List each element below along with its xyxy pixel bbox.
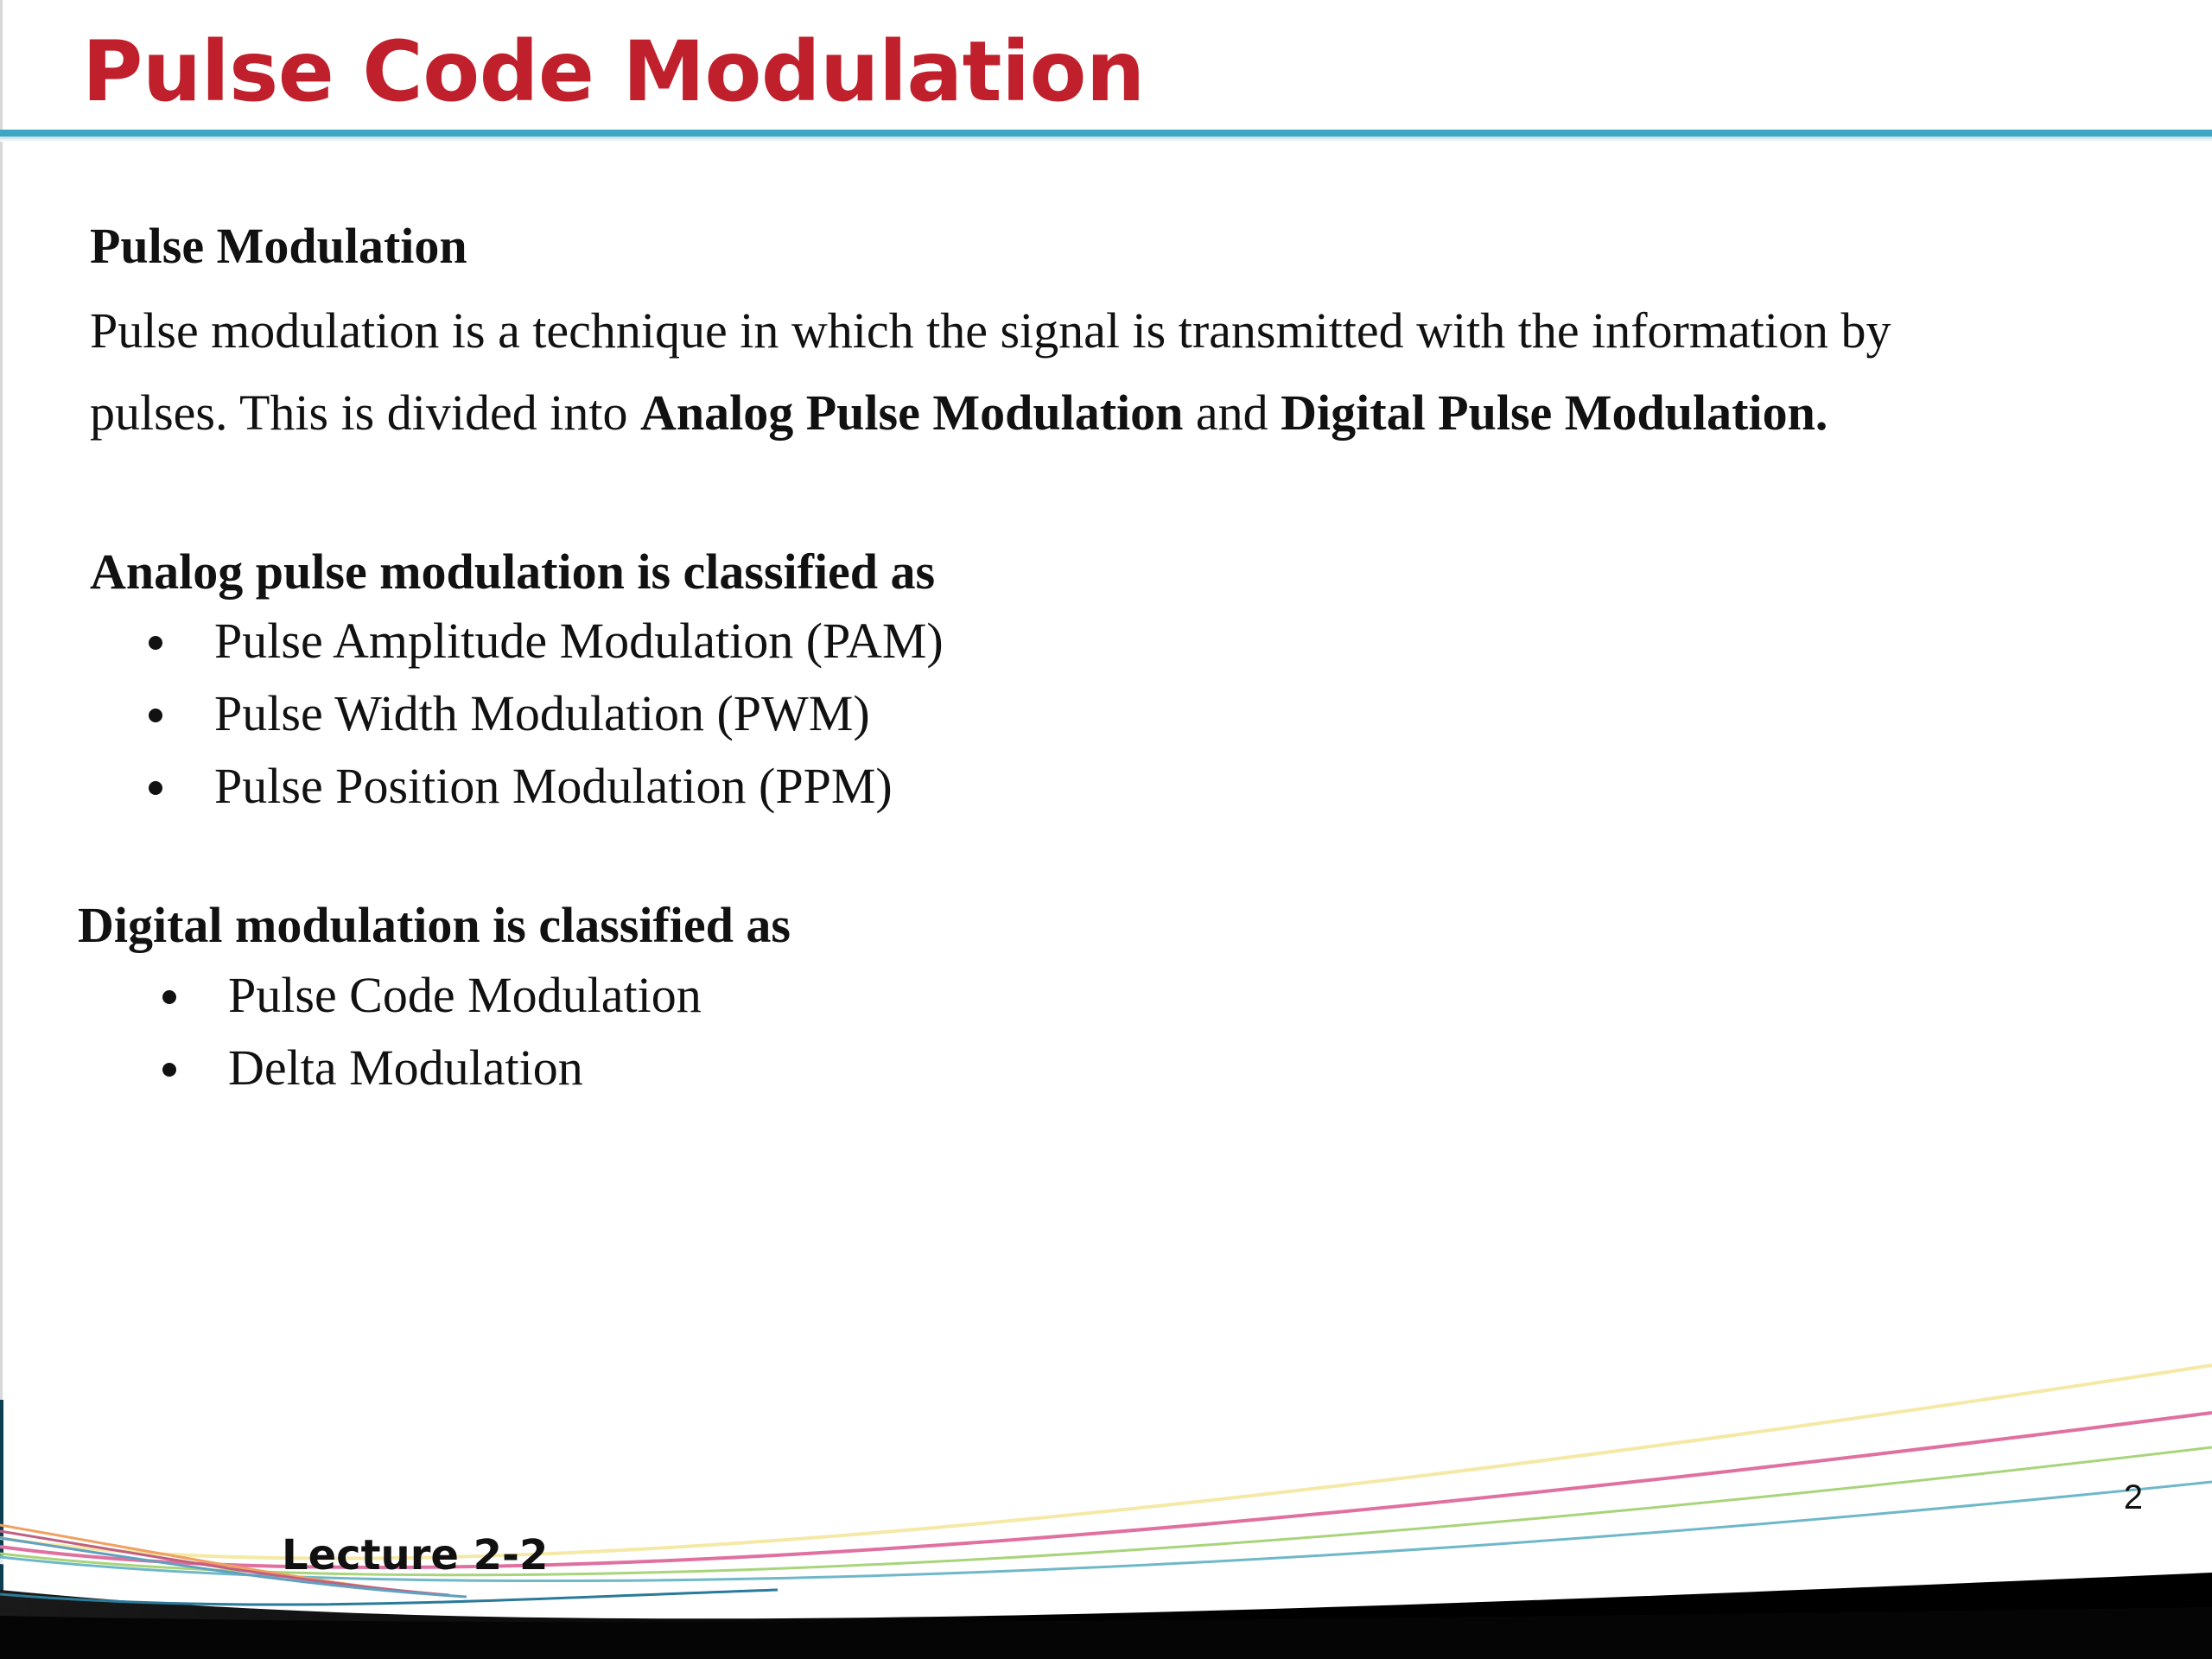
pulse-modulation-line-1: Pulse modulation is a technique in which the signal is transmitted with the information by [90, 302, 1891, 359]
list-item-label: Pulse Code Modulation [228, 967, 702, 1023]
list-item [149, 677, 944, 750]
pulse-modulation-heading: Pulse Modulation [90, 218, 467, 274]
bullet-icon [149, 636, 162, 650]
digital-heading: Digital modulation is classified as [78, 897, 791, 953]
list-item [162, 1032, 702, 1104]
slide-number: 2 [2123, 1478, 2143, 1516]
footer-label: Lecture 2-2 [282, 1531, 549, 1580]
list-item [149, 750, 944, 823]
decorative-swoosh [0, 1331, 2212, 1659]
analog-pulse-modulation-term: Analog Pulse Modulation [639, 385, 1184, 441]
line-2-text: pulses. This is divided into [90, 385, 640, 441]
digital-pulse-modulation-term: Digital Pulse Modulation. [1281, 385, 1828, 441]
list-item-label: Delta Modulation [228, 1039, 583, 1096]
analog-list [149, 605, 944, 823]
list-item-label: Pulse Position Modulation (PPM) [214, 758, 893, 814]
bullet-icon [162, 1063, 176, 1077]
analog-heading: Analog pulse modulation is classified as [90, 543, 936, 600]
line-2-connector: and [1183, 385, 1281, 441]
bullet-icon [162, 990, 176, 1004]
bullet-icon [149, 709, 162, 722]
list-item-label: Pulse Width Modulation (PWM) [214, 685, 870, 741]
list-item [162, 959, 702, 1032]
pulse-modulation-line-2 [90, 372, 1827, 454]
slide-title: Pulse Code Modulation [82, 23, 1145, 120]
list-item [149, 605, 944, 677]
digital-list [162, 959, 702, 1104]
bullet-icon [149, 781, 162, 795]
list-item-label: Pulse Amplitude Modulation (PAM) [214, 613, 944, 669]
